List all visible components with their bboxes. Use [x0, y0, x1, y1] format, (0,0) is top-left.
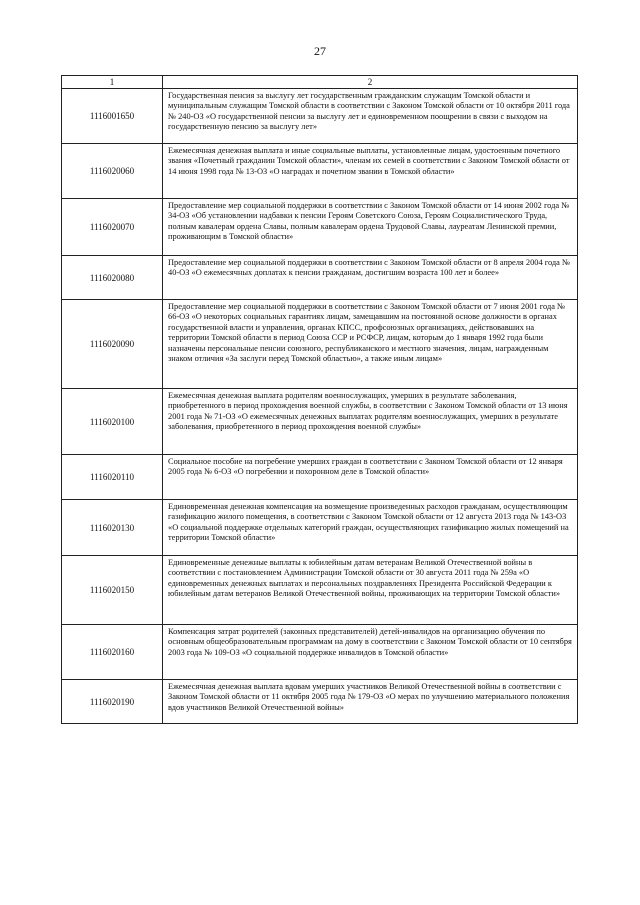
row-description: Государственная пенсия за выслугу лет государственным гражданским служащим Томской области и муниципальным служащим Томской области в соответствии с Законом Томской области от 10 октября 2011 года № 240-ОЗ «О государственной пенсии за выслугу лет и единовременном поощрении в связи с выходом на государственную пенсию за выслугу лет»	[163, 89, 578, 144]
row-description: Ежемесячная денежная выплата и иные социальные выплаты, установленные лицам, удостоенным почетного звания «Почетный гражданин Томской области», членам их семей в соответствии с Законом Томской области от 14 июня 1998 года № 13-ОЗ «О наградах и почетном звании в Томской области»	[163, 144, 578, 199]
table-row	[62, 389, 578, 455]
row-code: 1116020150	[62, 556, 163, 625]
row-description: Компенсация затрат родителей (законных представителей) детей-инвалидов на организацию обучения по основным общеобразовательным программам на дому в соответствии с Законом Томской области от 10 сентября 2003 года № 109-ОЗ «О социальной поддержке инвалидов в Томской области»	[163, 625, 578, 680]
row-code: 1116020130	[62, 500, 163, 556]
row-code: 1116020190	[62, 680, 163, 724]
row-description: Ежемесячная денежная выплата родителям военнослужащих, умерших в результате заболевания, приобретенного в период прохождения военной службы, в соответствии с Законом Томской области от 13 июня 2001 года № 71-ОЗ «О ежемесячных денежных выплатах родителям военнослужащих, умерших в результате заболевания, приобретенного в период прохождения военной службы»	[163, 389, 578, 455]
table-row	[62, 680, 578, 724]
row-code: 1116020100	[62, 389, 163, 455]
row-code: 1116020110	[62, 455, 163, 500]
row-code: 1116020160	[62, 625, 163, 680]
row-code: 1116020060	[62, 144, 163, 199]
row-description: Предоставление мер социальной поддержки в соответствии с Законом Томской области от 14 июня 2002 года № 34-ОЗ «Об установлении надбавки к пенсии Героям Советского Союза, Героям Социалистического Труда, полным кавалерам ордена Славы, полным кавалерам ордена Трудовой Славы, лауреатам Ленинской премии, проживающим в Томской области»	[163, 199, 578, 256]
row-description: Ежемесячная денежная выплата вдовам умерших участников Великой Отечественной войны в соответствии с Законом Томской области от 11 октября 2005 года № 179-ОЗ «О мерах по улучшению материального положения вдов участников Великой Отечественной войны»	[163, 680, 578, 724]
table-header-row	[62, 76, 578, 89]
column-header-2: 2	[163, 76, 578, 89]
row-code: 1116020090	[62, 300, 163, 389]
row-description: Предоставление мер социальной поддержки в соответствии с Законом Томской области от 7 июня 2001 года № 66-ОЗ «О некоторых социальных гарантиях лицам, замещавшим на постоянной основе должности в органах государственной власти и управления, органах КПСС, профсоюзных организациях, действовавших на территории Томской области в период Союза ССР и РСФСР, лицам, которым до 1 января 1992 года были назначены персональные пенсии союзного, республиканского и местного значения, лицам, награжденным знаком отличия «За заслуги перед Томской областью», а также иным лицам»	[163, 300, 578, 389]
table-row	[62, 500, 578, 556]
column-header-1: 1	[62, 76, 163, 89]
table-row	[62, 199, 578, 256]
table-row	[62, 625, 578, 680]
page-number: 27	[314, 44, 326, 58]
table-row	[62, 300, 578, 389]
table-row	[62, 256, 578, 300]
row-description: Социальное пособие на погребение умерших граждан в соответствии с Законом Томской области от 12 января 2005 года № 6-ОЗ «О погребении и похоронном деле в Томской области»	[163, 455, 578, 500]
table-row	[62, 144, 578, 199]
row-description: Предоставление мер социальной поддержки в соответствии с Законом Томской области от 8 апреля 2004 года № 40-ОЗ «О ежемесячных доплатах к пенсии гражданам, достигшим возраста 100 лет и более»	[163, 256, 578, 300]
row-code: 1116020080	[62, 256, 163, 300]
table-row	[62, 89, 578, 144]
row-code: 1116001650	[62, 89, 163, 144]
table-row	[62, 556, 578, 625]
row-description: Единовременная денежная компенсация на возмещение произведенных расходов гражданам, осуществляющим газификацию жилого помещения, в соответствии с Законом Томской области от 12 августа 2013 года № 143-ОЗ «О социальной поддержке отдельных категорий граждан, осуществляющих газификацию жилых помещений на территории Томской области»	[163, 500, 578, 556]
table-row	[62, 455, 578, 500]
row-description: Единовременные денежные выплаты к юбилейным датам ветеранам Великой Отечественной войны в соответствии с постановлением Администрации Томской области от 30 августа 2011 года № 259а «О единовременных денежных выплатах и персональных поздравлениях Президента Российской Федерации к юбилейным датам ветеранов Великой Отечественной войны, проживающих на территории Томской области»	[163, 556, 578, 625]
row-code: 1116020070	[62, 199, 163, 256]
budget-codes-table	[61, 75, 578, 724]
